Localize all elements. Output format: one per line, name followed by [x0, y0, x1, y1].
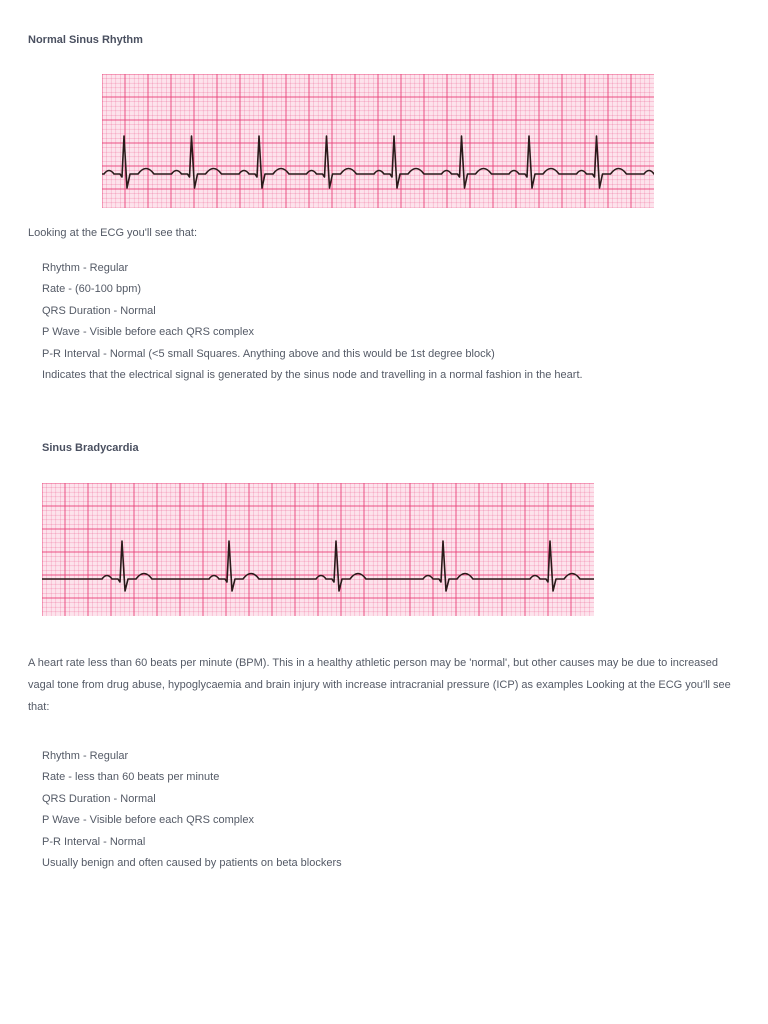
- section2-findings-list: [42, 746, 342, 874]
- section1-intro: Looking at the ECG you'll see that:: [28, 227, 198, 239]
- section-title-normal-sinus-rhythm: Normal Sinus Rhythm: [28, 34, 143, 46]
- list-item: P-R Interval - Normal: [42, 835, 146, 848]
- list-item: P-R Interval - Normal (<5 small Squares. Anything above and this would be 1st degree block): [42, 347, 495, 360]
- ecg-strip-normal-sinus-rhythm: [102, 74, 654, 208]
- list-item: Rate - (60-100 bpm): [42, 283, 142, 296]
- ecg-strip-sinus-bradycardia: [42, 483, 594, 616]
- section2-paragraph: A heart rate less than 60 beats per minute (BPM). This in a healthy athletic person may be 'normal', but other causes may be due to increased vagal tone from drug abuse, hypoglycaemia and brain injury with increase intracranial pressure (ICP) as examples Looking at the ECG you'll see that:: [28, 657, 731, 713]
- section-title-sinus-bradycardia: Sinus Bradycardia: [42, 442, 139, 454]
- list-item: QRS Duration - Normal: [42, 792, 156, 805]
- ecg-trace-normal: [102, 74, 654, 208]
- list-item: QRS Duration - Normal: [42, 304, 156, 317]
- list-item: Indicates that the electrical signal is generated by the sinus node and travelling in a normal fashion in the heart.: [42, 369, 583, 382]
- list-item: P Wave - Visible before each QRS complex: [42, 814, 254, 827]
- ecg-grid: [102, 74, 654, 208]
- ecg-grid: [42, 483, 594, 616]
- list-item: Rhythm - Regular: [42, 750, 129, 762]
- list-item: Usually benign and often caused by patients on beta blockers: [42, 857, 342, 870]
- list-item: Rate - less than 60 beats per minute: [42, 771, 220, 784]
- list-item: Rhythm - Regular: [42, 262, 129, 274]
- list-item: P Wave - Visible before each QRS complex: [42, 326, 254, 339]
- ecg-trace-bradycardia: [42, 483, 594, 616]
- section1-findings-list: [42, 258, 583, 386]
